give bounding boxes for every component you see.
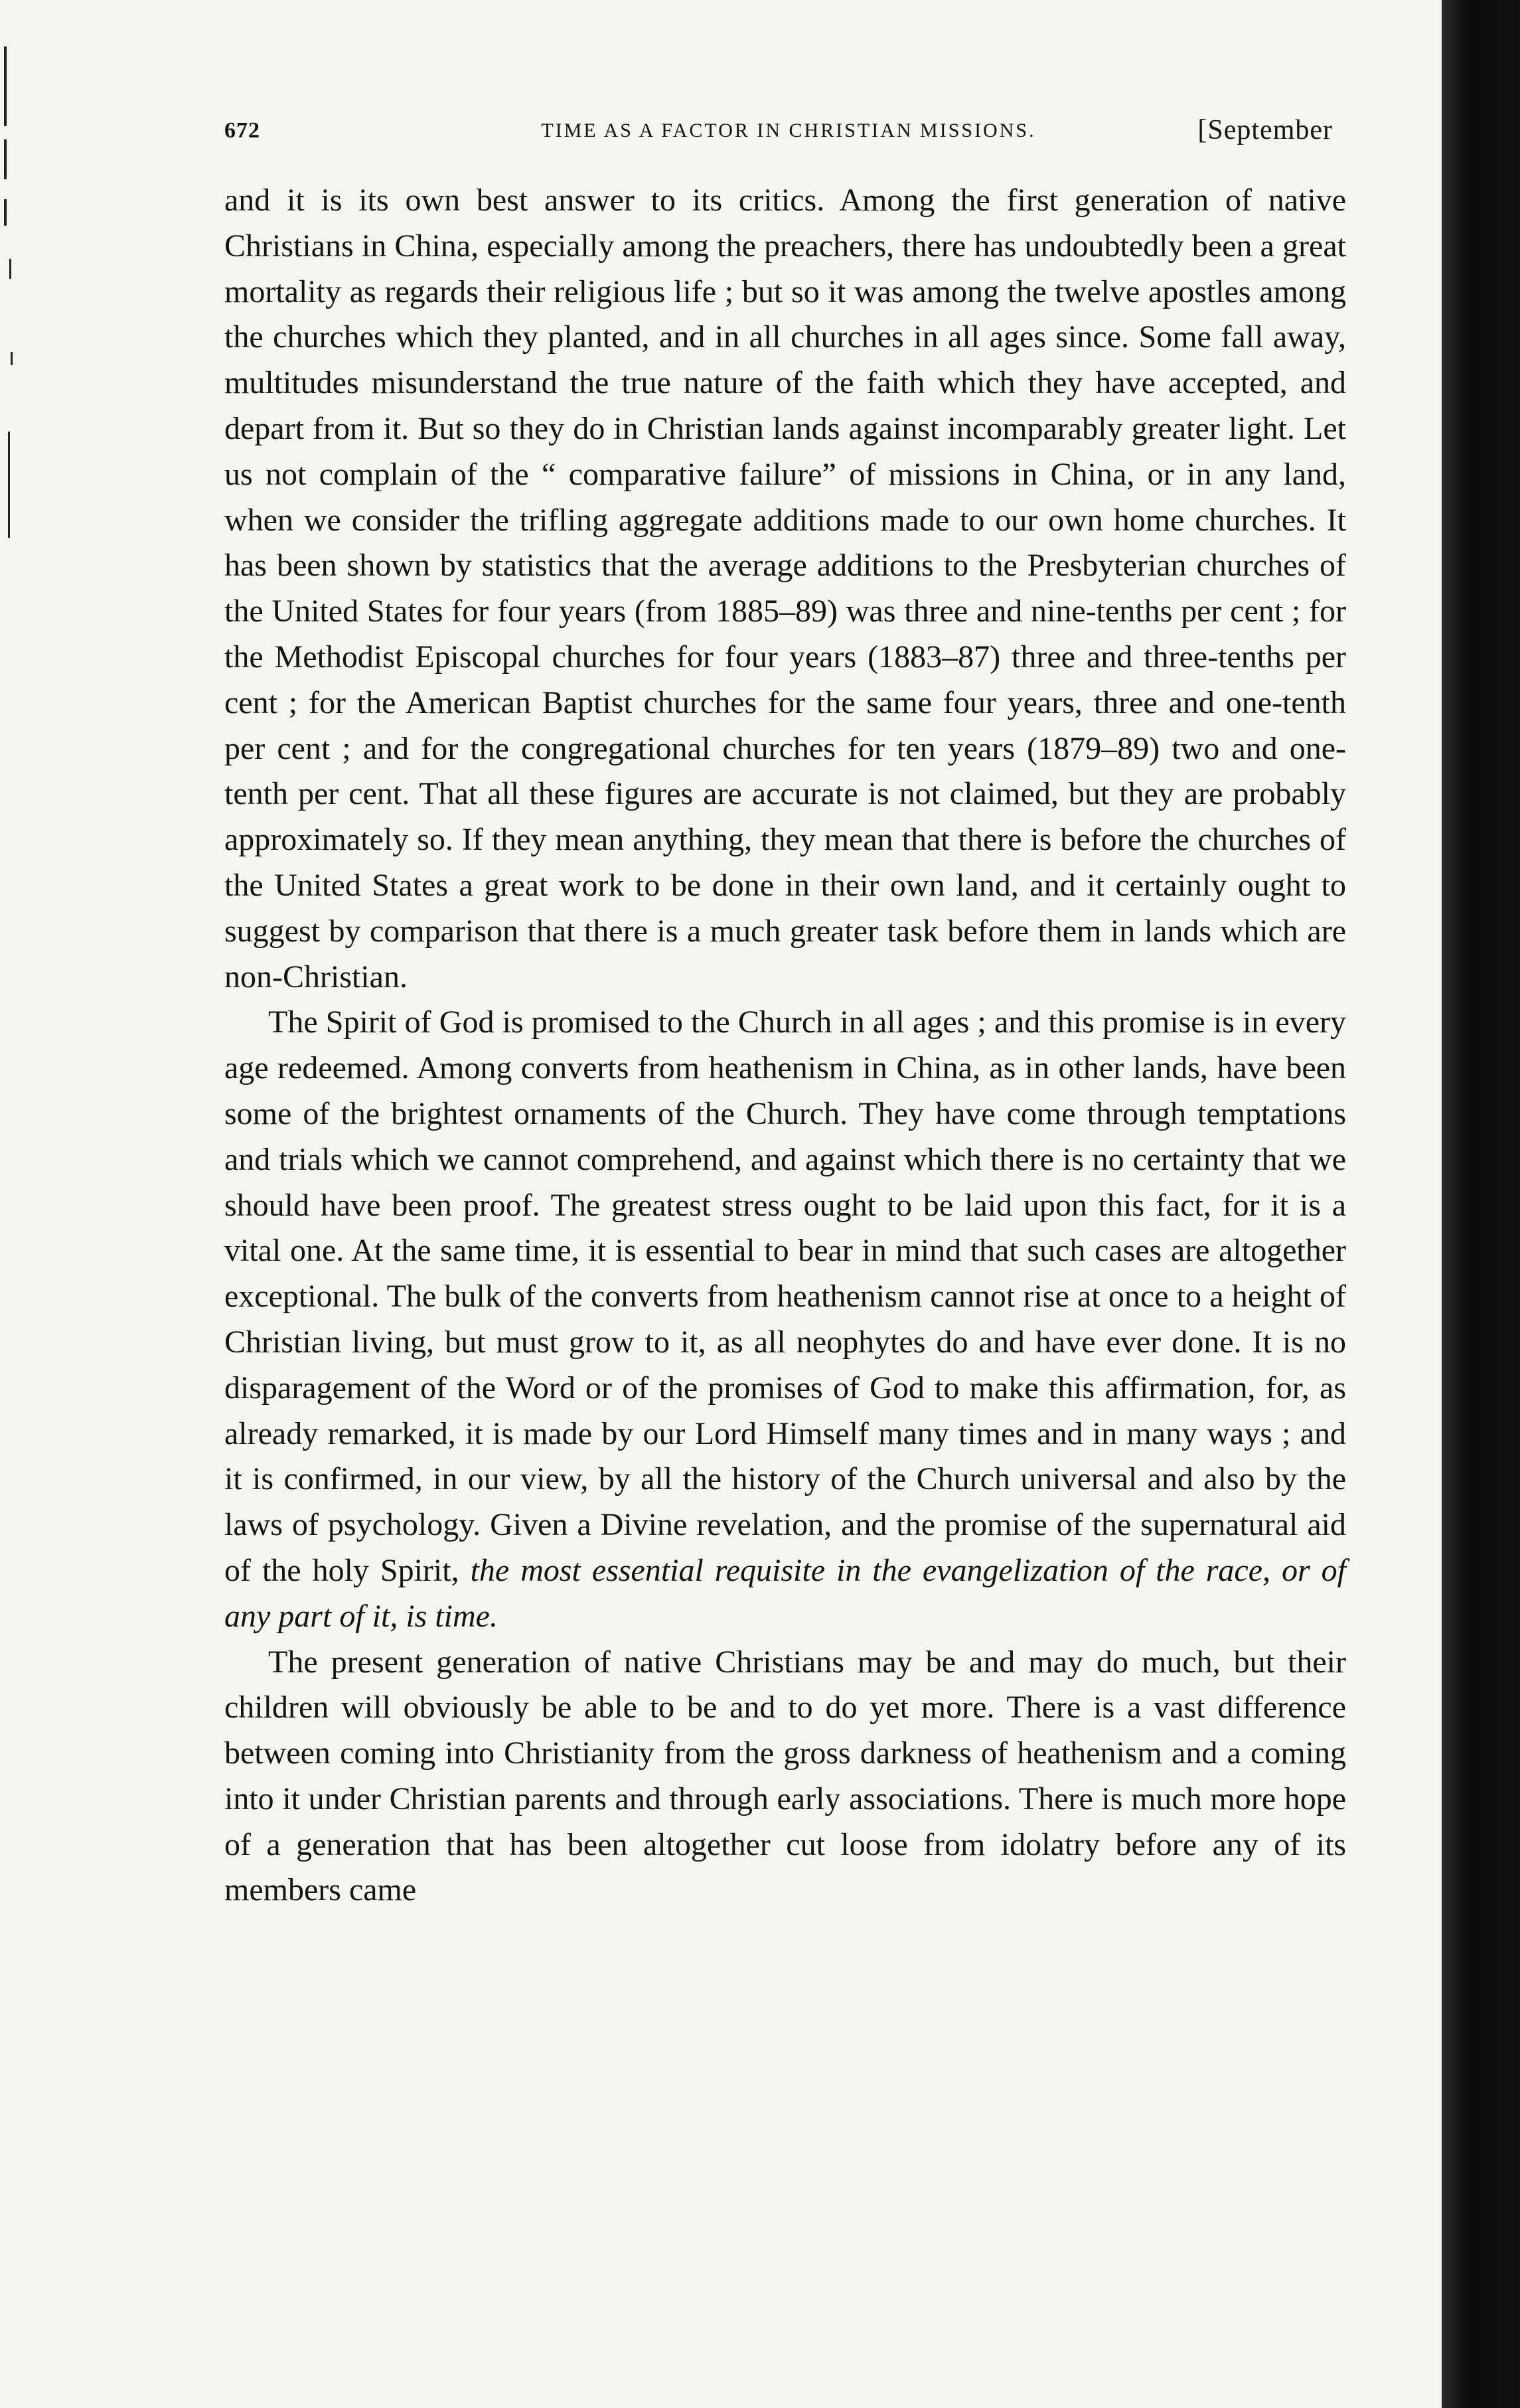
scan-dark-edge [1442,0,1520,2408]
running-title: TIME AS A FACTOR IN CHRISTIAN MISSIONS. [541,120,1036,141]
paragraph-2-text: The Spirit of God is promised to the Church in all ages ; and this promise is in every age redeemed. Among converts from heathenism in China, as in other lands, have been some of the brightest ornaments of the Church. They have come through temptations and trials which we cannot comprehend, and against which there is no certainty that we should have been proof. The greatest stress ought to be laid upon this fact, for it is a vital one. At the same time, it is essential to bear in mind that such cases are altogether exceptional. The bulk of the converts from heathenism cannot rise at once to a height of Christian living, but must grow to it, as all neophytes do and have ever done. It is no disparagement of the Word or of the promises of God to make this affirmation, for, as already remarked, it is made by our Lord Himself many times and in many ways ; and it is confirmed, in our view, by all the history of the Church universal and also by the laws of psychology. Given a Divine revelation, and the promise of the supernatural aid of the holy Spirit, [224,1004,1346,1588]
header-month: [September [1197,115,1333,145]
paragraph-3: The present generation of native Christians may be and may do much, but their children will obviously be able to be and to do yet more. There is a vast difference between coming into Christianity from the gross darkness of heathenism and a coming into it under Christian parents and through early associations. There is much more hope of a generation that has been altogether cut loose from idolatry before any of its members came [224,1644,1346,1908]
running-header [224,113,1353,153]
binding-edge-marks [0,40,23,637]
page-number: 672 [224,118,260,143]
paragraph-2 [224,1000,1346,1639]
body-text [224,178,1346,1913]
paragraph-2-italic: the most essential requisite in the evangelization of the race, or of any part of it, is time. [224,1552,1347,1634]
paragraph-1: and it is its own best answer to its critics. Among the first generation of native Christians in China, especially among the preachers, there has undoubtedly been a great mortality as regards their religious life ; but so it was among the twelve apostles among the churches which they planted, and in all churches in all ages since. Some fall away, multitudes misunderstand the true nature of the faith which they have accepted, and depart from it. But so they do in Christian lands against incomparably greater light. Let us not complain of the “ comparative failure” of missions in China, or in any land, when we consider the trifling aggregate additions made to our own home churches. It has been shown by statistics that the average additions to the Presbyterian churches of the United States for four years (from 1885–89) was three and nine-tenths per cent ; for the Methodist Episcopal churches for four years (1883–87) three and three-tenths per cent ; for the American Baptist churches for the same four years, three and one-tenth per cent ; and for the congregational churches for ten years (1879–89) two and one-tenth per cent. That all these figures are accurate is not claimed, but they are probably approximately so. If they mean anything, they mean that there is before the churches of the United States a great work to be done in their own land, and it certainly ought to suggest by comparison that there is a much greater task before them in lands which are non-Christian. [224,183,1346,995]
